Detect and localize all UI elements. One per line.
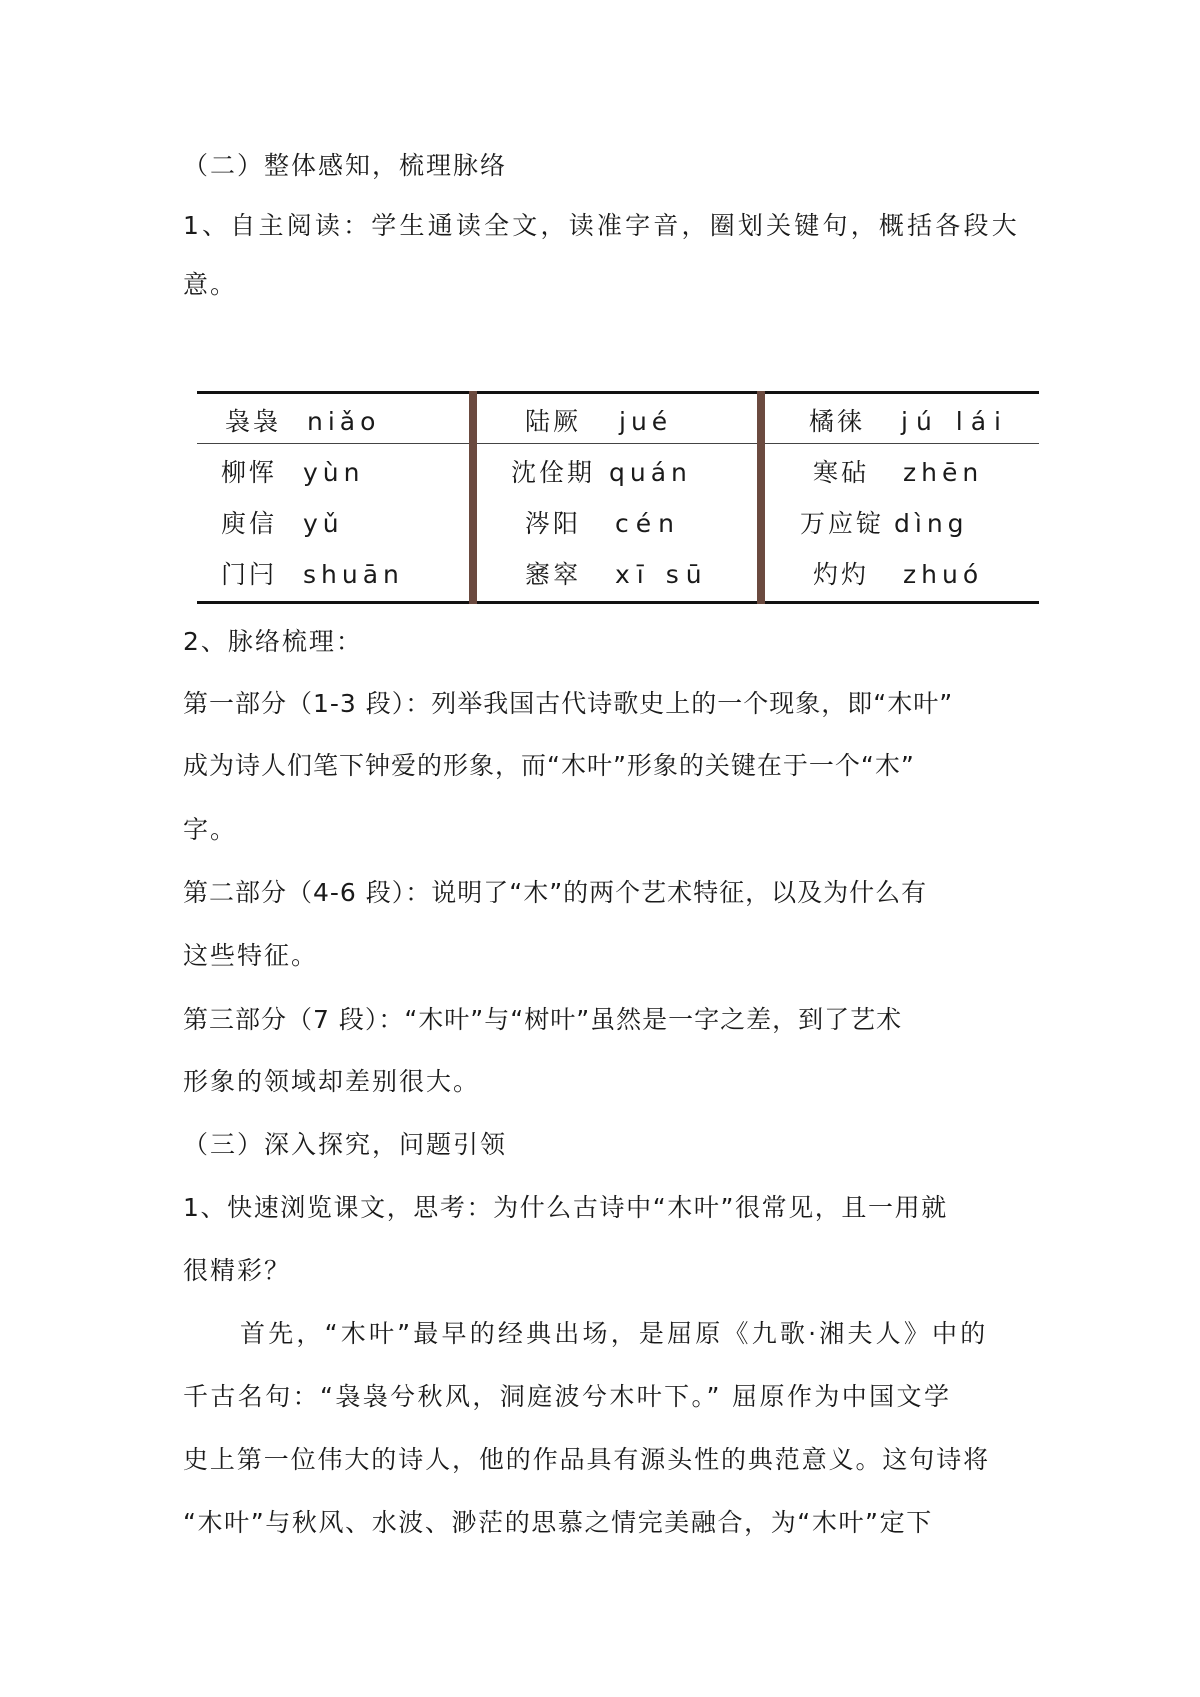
- vocab-pinyin: jué: [619, 407, 673, 436]
- structure-heading: 2、脉络梳理：: [183, 627, 363, 656]
- column-divider: [757, 391, 765, 604]
- part3-line2: 形象的领域却差别很大。: [183, 1067, 481, 1096]
- vocab-entry: [221, 453, 365, 489]
- vocab-word: 袅袅: [225, 407, 282, 436]
- vocab-entry: [511, 453, 692, 489]
- table-bottom-rule: [197, 601, 1039, 604]
- vocab-entry: [221, 555, 404, 591]
- paragraph-line2: 千古名句：“袅袅兮秋风，洞庭波兮木叶下。” 屈原作为中国文学: [183, 1382, 952, 1411]
- vocab-entry: [813, 453, 983, 489]
- vocab-pinyin: cén: [615, 509, 681, 538]
- vocab-pinyin: yùn: [303, 458, 365, 487]
- paragraph-line3: 史上第一位伟大的诗人，他的作品具有源头性的典范意义。这句诗将: [183, 1445, 991, 1474]
- column-divider: [469, 391, 477, 604]
- vocab-word: 柳恽: [221, 458, 278, 487]
- vocab-pinyin: zhēn: [903, 458, 984, 487]
- table-header-rule: [197, 443, 1039, 444]
- item1-line1: 1、自主阅读：学生通读全文，读准字音，圈划关键句，概括各段大: [183, 211, 1020, 240]
- vocab-entry: [809, 402, 1009, 438]
- vocab-entry: [800, 504, 969, 540]
- part1-line3: 字。: [183, 815, 238, 844]
- part1-line1: 第一部分（1-3 段）：列举我国古代诗歌史上的一个现象，即“木叶”: [183, 689, 954, 718]
- vocab-pinyin: jú lái: [901, 407, 1009, 436]
- vocab-word: 庾信: [221, 509, 278, 538]
- paragraph-line4: “木叶”与秋风、水波、渺茫的思慕之情完美融合，为“木叶”定下: [183, 1508, 933, 1537]
- vocab-word: 陆厥: [525, 407, 582, 436]
- vocabulary-table: [197, 391, 1039, 604]
- vocab-word: 寒砧: [813, 458, 870, 487]
- part2-line2: 这些特征。: [183, 941, 319, 970]
- paragraph-line1: 首先，“木叶”最早的经典出场，是屈原《九歌·湘夫人》中的: [240, 1319, 989, 1348]
- vocab-pinyin: xī sū: [615, 560, 709, 589]
- vocab-entry: [225, 402, 380, 438]
- question1-line2: 很精彩？: [183, 1256, 292, 1285]
- vocab-pinyin: yǔ: [303, 509, 344, 538]
- table-top-rule: [197, 391, 1039, 394]
- vocab-entry: [525, 504, 681, 540]
- vocab-pinyin: quán: [609, 458, 692, 487]
- vocab-pinyin: shuān: [303, 560, 404, 589]
- vocab-pinyin: zhuó: [903, 560, 984, 589]
- vocab-entry: [525, 555, 709, 591]
- vocab-word: 沈佺期: [511, 458, 596, 487]
- section-heading-deep-inquiry: （三）深入探究，问题引领: [183, 1130, 508, 1159]
- vocab-pinyin: dìng: [894, 509, 969, 538]
- vocab-entry: [813, 555, 983, 591]
- vocab-entry: [221, 504, 344, 540]
- part1-line2: 成为诗人们笔下钟爱的形象，而“木叶”形象的关键在于一个“木”: [183, 751, 915, 780]
- vocab-word: 万应锭: [800, 509, 885, 538]
- part3-line1: 第三部分（7 段）：“木叶”与“树叶”虽然是一字之差，到了艺术: [183, 1005, 903, 1034]
- question1-line1: 1、快速浏览课文，思考：为什么古诗中“木叶”很常见，且一用就: [183, 1193, 948, 1222]
- vocab-word: 橘徕: [809, 407, 866, 436]
- vocab-pinyin: niǎo: [307, 407, 381, 436]
- vocab-word: 涔阳: [525, 509, 582, 538]
- vocab-word: 门闩: [221, 560, 278, 589]
- item1-line2: 意。: [183, 270, 238, 299]
- vocab-entry: [525, 402, 672, 438]
- part2-line1: 第二部分（4-6 段）：说明了“木”的两个艺术特征，以及为什么有: [183, 878, 928, 907]
- vocab-word: 窸窣: [525, 560, 582, 589]
- vocab-word: 灼灼: [813, 560, 870, 589]
- section-heading-overall-perception: （二）整体感知，梳理脉络: [183, 151, 508, 180]
